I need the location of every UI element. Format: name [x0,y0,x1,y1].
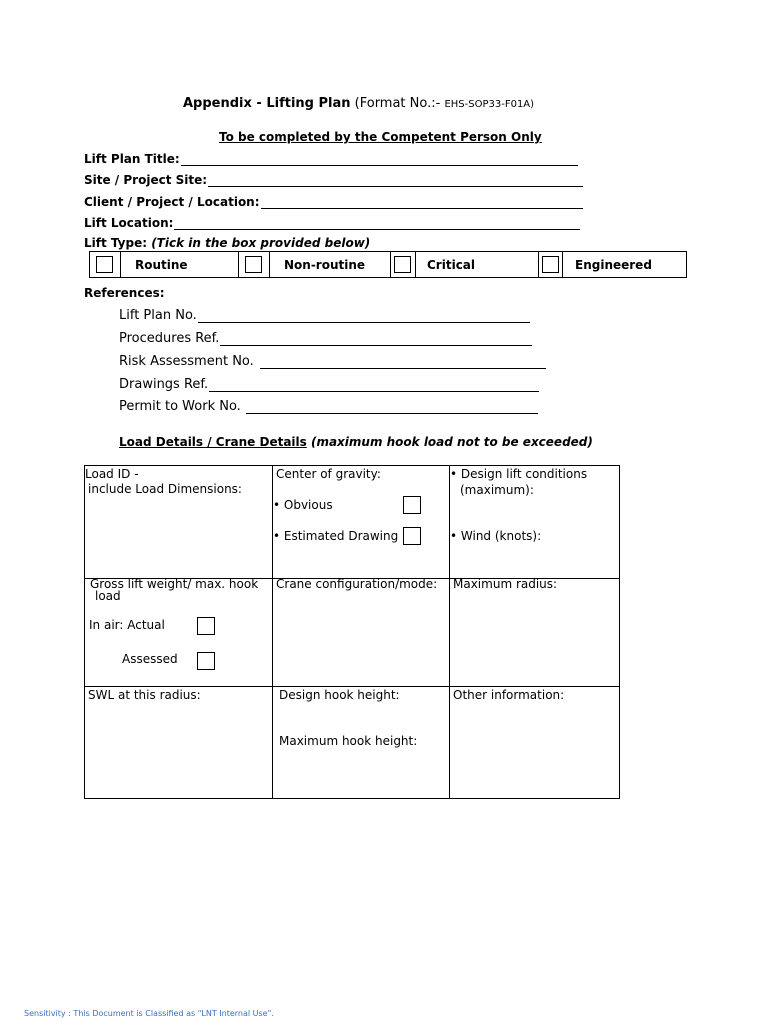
non-routine-label: Non-routine [284,257,366,272]
client-project-location-label: Client / Project / Location: [84,195,260,209]
ref-risk-assessment-label: Risk Assessment No. [119,354,254,369]
divider [562,252,563,277]
estimated-drawing-label: • Estimated Drawing [273,529,399,543]
lift-location-field[interactable] [84,214,580,230]
max-hook-load-label: load [95,589,121,603]
estimated-drawing-checkbox[interactable] [403,527,421,545]
critical-label: Critical [427,257,476,272]
divider [269,252,270,277]
gross-lift-weight-label: Gross lift weight/ max. hook [90,577,259,591]
title-main: Appendix - Lifting Plan [183,96,351,111]
sensitivity-footer: Sensitivity : This Document is Classified as "LNT Internal Use". [24,1009,274,1018]
site-project-site-line[interactable] [208,175,583,187]
load-id-label: Load ID - [85,467,139,481]
obvious-checkbox[interactable] [403,496,421,514]
routine-checkbox[interactable] [96,256,113,273]
site-project-site-field[interactable] [84,171,583,187]
engineered-label: Engineered [575,257,652,272]
in-air-actual-label: In air: Actual [89,618,165,632]
obvious-label: • Obvious [273,498,333,512]
table-row [85,687,620,799]
crane-configuration-cell[interactable] [273,579,450,687]
crane-configuration-label: Crane configuration/mode: [276,577,438,591]
load-details-heading [119,435,593,449]
ref-drawings-line[interactable] [209,379,539,392]
references-heading: References: [84,286,165,300]
ref-procedures-label: Procedures Ref. [119,331,220,346]
ref-permit-to-work[interactable] [119,397,538,414]
divider [415,252,416,277]
client-project-location-field[interactable] [84,193,583,209]
format-label: (Format No.:- [350,96,445,111]
lift-type-routine[interactable] [90,252,239,277]
routine-label: Routine [135,257,188,272]
lift-type-engineered[interactable] [539,252,686,277]
table-row [85,579,620,687]
center-of-gravity-label: Center of gravity: [276,467,381,481]
ref-permit-to-work-line[interactable] [246,401,538,414]
lift-plan-title-field[interactable] [84,150,578,166]
ref-procedures[interactable] [119,329,532,346]
engineered-checkbox[interactable] [542,256,559,273]
lift-type-heading [84,236,370,250]
other-information-label: Other information: [453,688,565,702]
maximum-radius-label: Maximum radius: [453,577,558,591]
lift-type-options [89,251,687,278]
lift-type-non-routine[interactable] [239,252,391,277]
load-details-note: (maximum hook load not to be exceeded) [306,435,593,449]
design-lift-max-label: (maximum): [460,483,534,497]
lift-plan-title-label: Lift Plan Title: [84,152,180,166]
wind-knots-label: • Wind (knots): [450,529,542,543]
load-dimensions-label: include Load Dimensions: [88,482,242,496]
maximum-radius-cell[interactable] [450,579,620,687]
site-project-site-label: Site / Project Site: [84,173,208,187]
lift-type-instruction: (Tick in the box provided below) [151,236,371,250]
assessed-label: Assessed [122,652,178,666]
swl-label: SWL at this radius: [88,688,201,702]
lift-plan-title-line[interactable] [181,154,578,166]
lift-location-line[interactable] [174,218,580,230]
load-crane-details-table [84,465,620,799]
design-hook-height-label: Design hook height: [279,688,400,702]
design-lift-conditions-label: • Design lift conditions [450,467,588,481]
ref-risk-assessment-line[interactable] [260,356,546,369]
format-code: EHS-SOP33-F01A) [444,99,535,110]
gross-lift-weight-cell[interactable] [85,579,273,687]
non-routine-checkbox[interactable] [245,256,262,273]
load-id-cell[interactable] [85,466,273,579]
lift-location-label: Lift Location: [84,216,174,230]
swl-cell[interactable] [85,687,273,799]
load-details-title: Load Details / Crane Details [119,435,307,449]
divider [120,252,121,277]
in-air-actual-checkbox[interactable] [197,617,215,635]
lift-type-label: Lift Type: [84,236,152,250]
center-of-gravity-cell[interactable] [273,466,450,579]
client-project-location-line[interactable] [261,197,583,209]
design-lift-conditions-cell[interactable] [450,466,620,579]
ref-permit-to-work-label: Permit to Work No. [119,399,241,414]
document-title [183,96,534,111]
ref-lift-plan-no-line[interactable] [198,310,530,323]
ref-drawings-label: Drawings Ref. [119,377,209,392]
assessed-checkbox[interactable] [197,652,215,670]
ref-drawings[interactable] [119,375,539,392]
maximum-hook-height-label: Maximum hook height: [279,734,418,748]
ref-lift-plan-no[interactable] [119,306,530,323]
table-row [85,466,620,579]
critical-checkbox[interactable] [394,256,411,273]
ref-risk-assessment[interactable] [119,352,546,369]
other-information-cell[interactable] [450,687,620,799]
lift-type-critical[interactable] [391,252,539,277]
ref-lift-plan-no-label: Lift Plan No. [119,308,197,323]
ref-procedures-line[interactable] [220,333,532,346]
document-subtitle: To be completed by the Competent Person Only [219,130,542,144]
hook-height-cell[interactable] [273,687,450,799]
